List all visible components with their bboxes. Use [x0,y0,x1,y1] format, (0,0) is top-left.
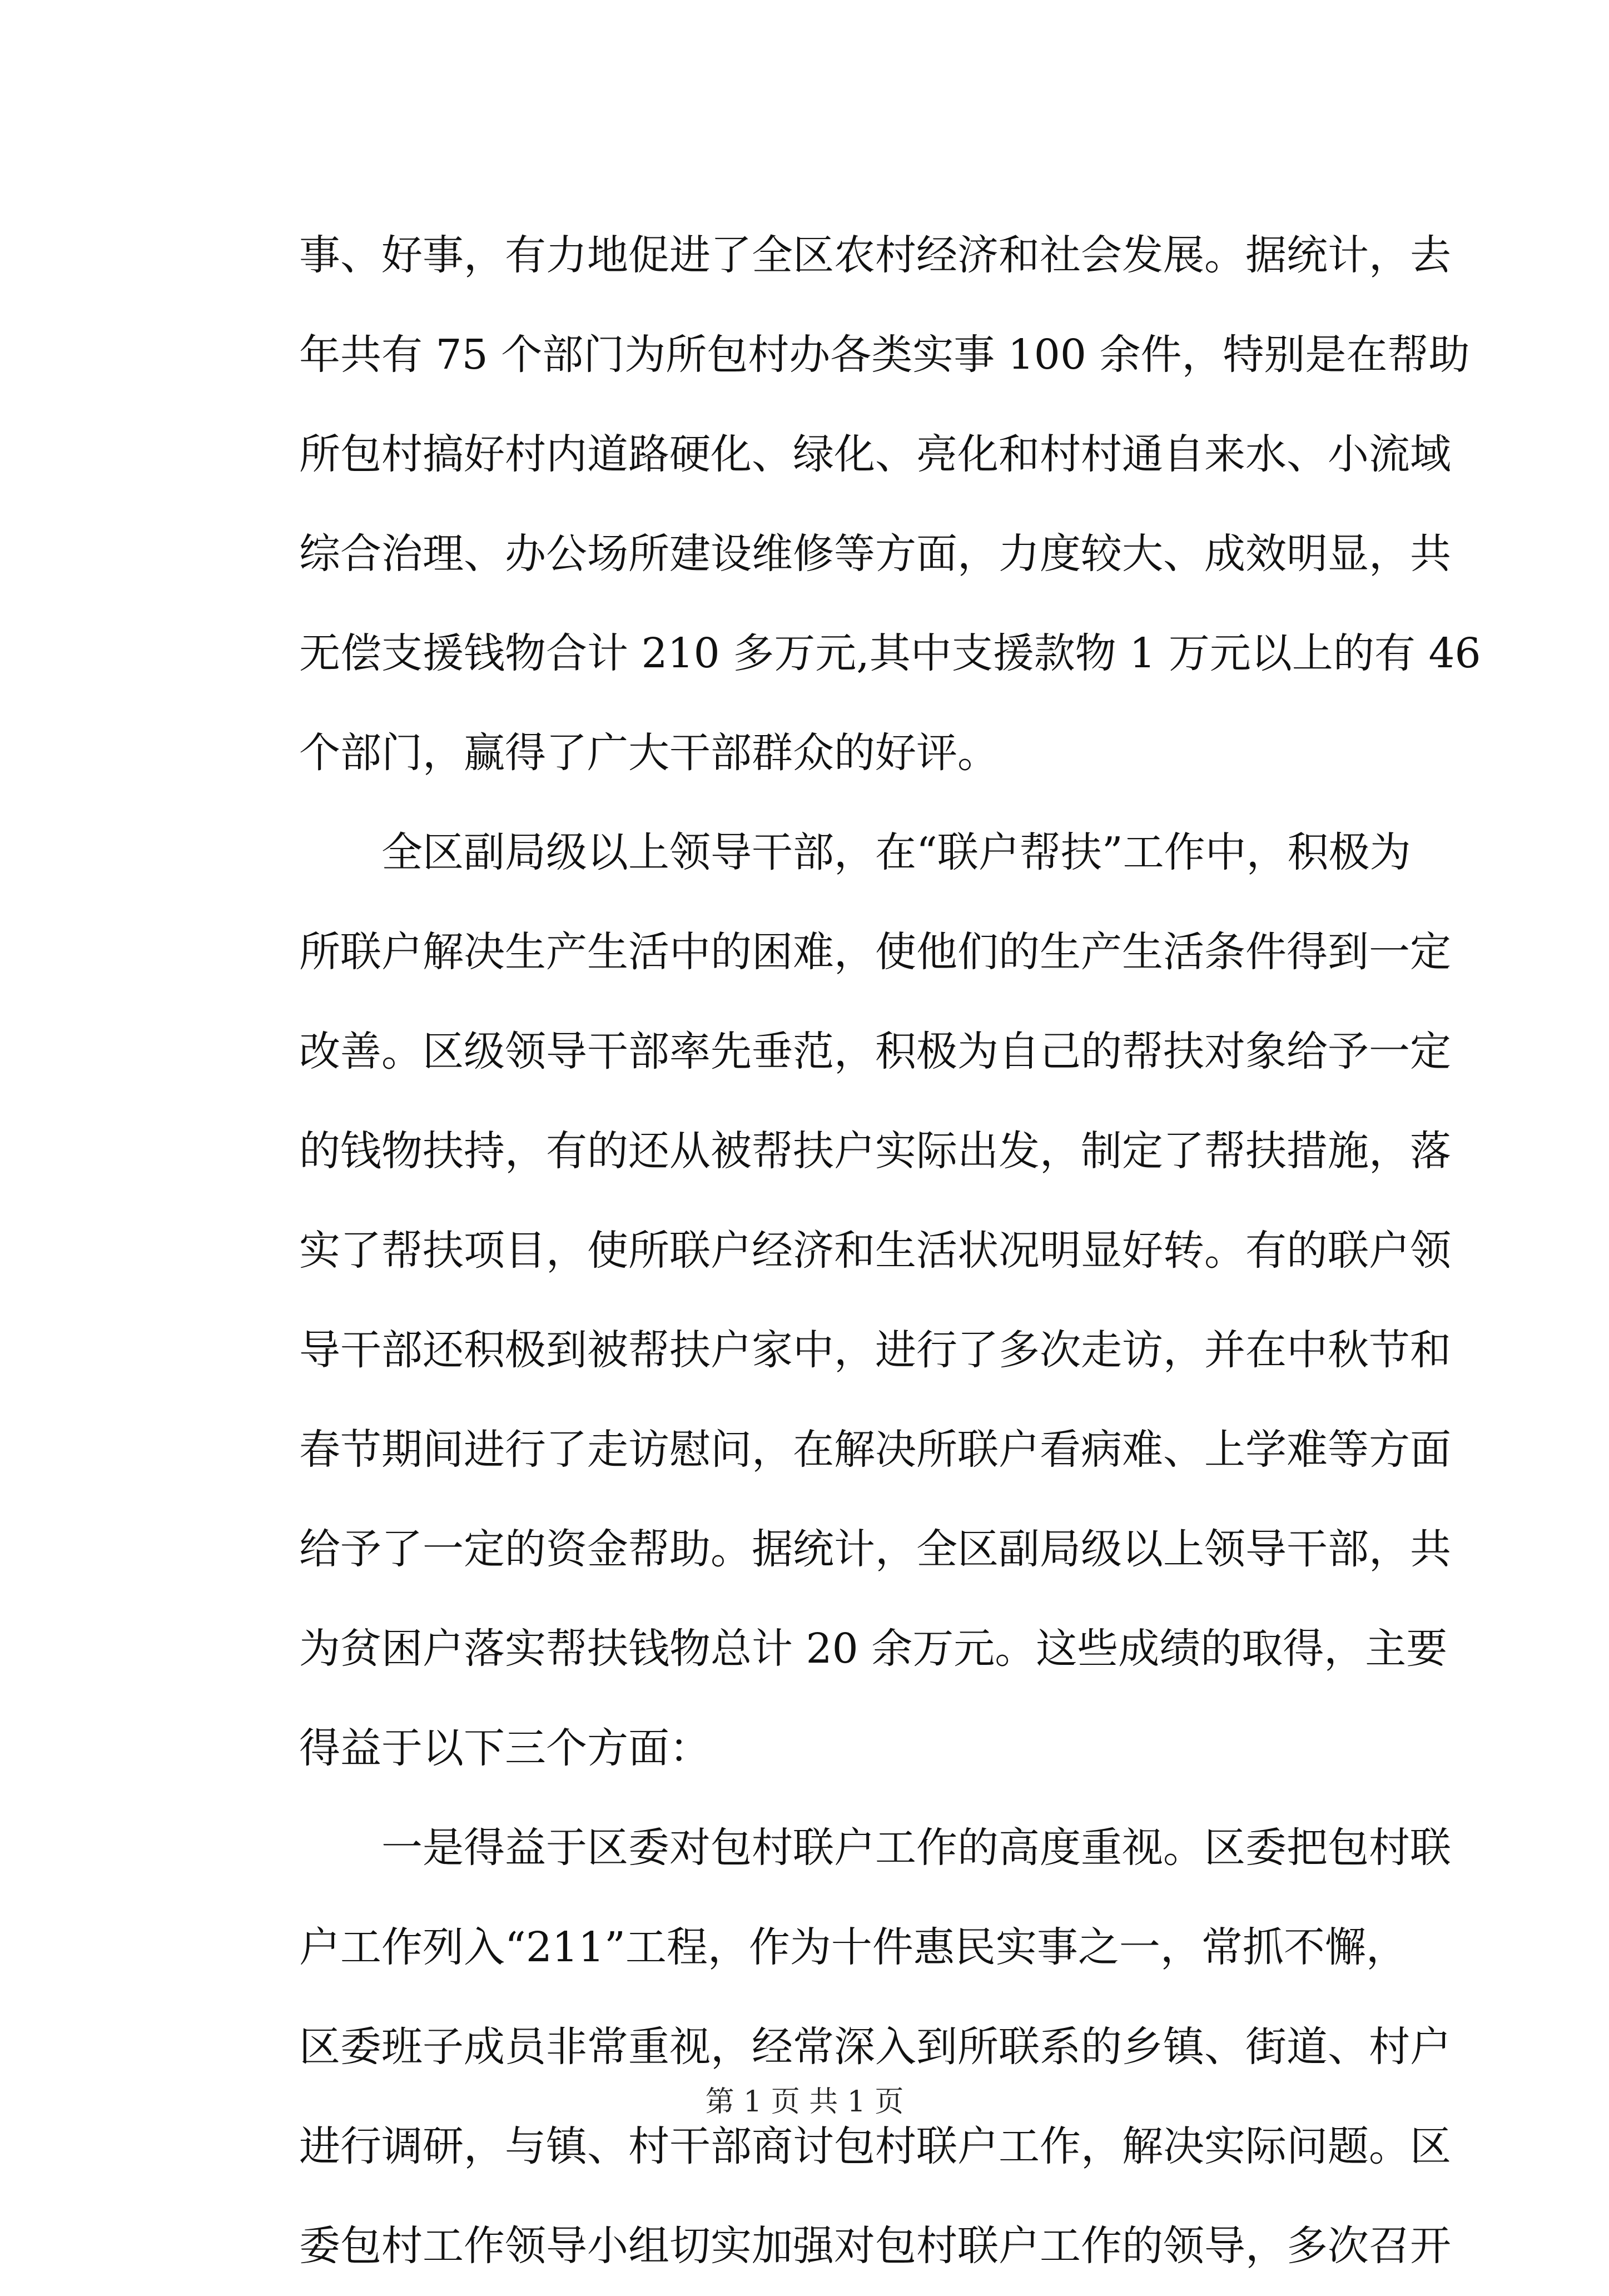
text-line: 进行调研，与镇、村干部商讨包村联户工作，解决实际问题。区 [299,2123,1451,2170]
text-line: 无偿支援钱物合计 210 多万元,其中支援款物 1 万元以上的有 46 [299,629,1481,677]
text-line: 综合治理、办公场所建设维修等方面，力度较大、成效明显，共 [299,530,1451,578]
page-number-footer: 第 1 页 共 1 页 [705,2085,904,2119]
text-line: 的钱物扶持，有的还从被帮扶户实际出发，制定了帮扶措施，落 [299,1127,1451,1175]
text-line: 给予了一定的资金帮助。据统计，全区副局级以上领导干部，共 [299,1525,1451,1573]
text-line: 春节期间进行了走访慰问，在解决所联户看病难、上学难等方面 [299,1426,1451,1474]
paragraph-first-line: 一是得益于区委对包村联户工作的高度重视。区委把包村联 [381,1824,1451,1872]
text-line: 得益于以下三个方面： [299,1724,711,1772]
text-line: 改善。区级领导干部率先垂范，积极为自己的帮扶对象给予一定 [299,1028,1451,1075]
text-line: 事、好事，有力地促进了全区农村经济和社会发展。据统计，去 [299,231,1451,279]
text-line: 年共有 75 个部门为所包村办各类实事 100 余件，特别是在帮助 [299,331,1470,379]
text-line: 所包村搞好村内道路硬化、绿化、亮化和村村通自来水、小流域 [299,430,1451,478]
text-line: 实了帮扶项目，使所联户经济和生活状况明显好转。有的联户领 [299,1227,1451,1275]
text-line: 导干部还积极到被帮扶户家中，进行了多次走访，并在中秋节和 [299,1326,1451,1374]
text-line: 户工作列入“211”工程，作为十件惠民实事之一，常抓不懈， [299,1923,1407,1971]
text-line: 委包村工作领导小组切实加强对包村联户工作的领导，多次召开 [299,2222,1451,2270]
text-line: 个部门，赢得了广大干部群众的好评。 [299,729,999,777]
text-line: 为贫困户落实帮扶钱物总计 20 余万元。这些成绩的取得，主要 [299,1625,1448,1673]
text-line: 区委班子成员非常重视，经常深入到所联系的乡镇、街道、村户 [299,2023,1451,2071]
text-line: 所联户解决生产生活中的困难，使他们的生产生活条件得到一定 [299,928,1451,976]
document-body [299,206,1481,2296]
paragraph-first-line: 全区副局级以上领导干部，在“联户帮扶”工作中，积极为 [381,829,1411,876]
